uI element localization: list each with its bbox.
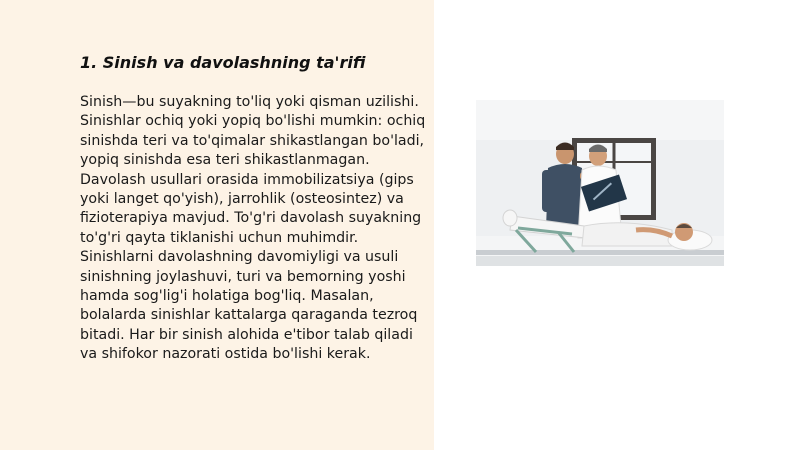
clinic-photo [476,100,724,266]
slide-title: 1. Sinish va davolashning ta'rifi [80,53,366,72]
slide-body-text: Sinish—bu suyakning to'liq yoki qisman uzilishi. Sinishlar ochiq yoki yopiq bo'lishi mumkin: ochiq sinishda teri va to'qimalar shikastlangan bo'ladi, yopiq sinishda esa teri shikastlanmagan. Davolash usullari orasida immobilizatsiya (gips yoki langet qo'yish), jarrohlik (osteosintez) va fizioterapiya mavjud. To'g'ri davolash suyakning to'g'ri qayta tiklanishi uchun muhimdir. Sinishlarni davolashning davomiyligi va usuli sinishning joylashuvi, turi va bemorning yoshi hamda sog'lig'i holatiga bog'liq. Masalan, bolalarda sinishlar kattalarga qaraganda tezroq bitadi. Har bir sinish alohida e'tibor talab qiladi va shifokor nazorati ostida bo'lishi kerak. [80,94,426,363]
